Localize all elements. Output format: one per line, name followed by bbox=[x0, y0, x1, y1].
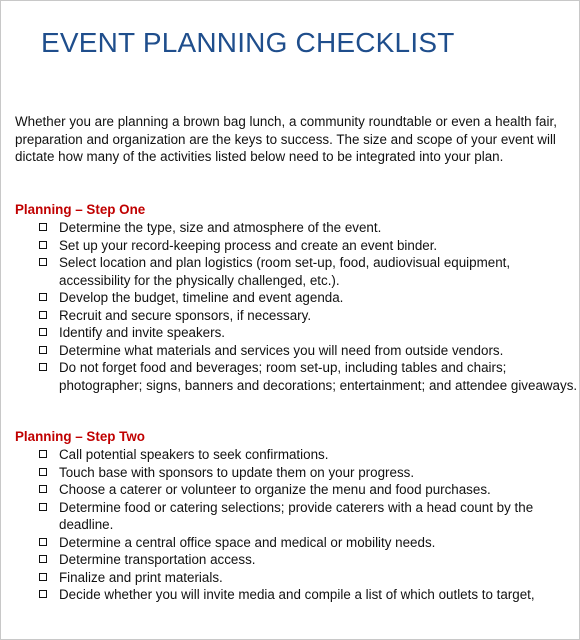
checkbox[interactable] bbox=[39, 328, 47, 336]
checklist-item-text: Touch base with sponsors to update them on your progress. bbox=[59, 464, 415, 480]
step-one-checklist bbox=[15, 219, 578, 394]
checkbox[interactable] bbox=[39, 293, 47, 301]
checklist-item bbox=[15, 534, 575, 552]
planning-step-two-section bbox=[15, 428, 575, 604]
checklist-item bbox=[15, 569, 575, 587]
checklist-item-text: Identify and invite speakers. bbox=[59, 325, 225, 340]
checklist-item bbox=[15, 219, 575, 237]
checklist-item-text: deadline. bbox=[59, 517, 114, 532]
checkbox[interactable] bbox=[39, 468, 47, 476]
checkbox[interactable] bbox=[39, 555, 47, 563]
checklist-item-text: Determine transportation access. bbox=[59, 552, 256, 567]
checklist-item bbox=[15, 324, 575, 342]
intro-line: Whether you are planning a brown bag lunch, a community roundtable or even a health fair, bbox=[15, 114, 557, 129]
intro-paragraph bbox=[15, 113, 571, 166]
checklist-item bbox=[15, 499, 575, 534]
checklist-item bbox=[15, 551, 575, 569]
checklist-item-text: Decide whether you will invite media and compile a list of which outlets to target, bbox=[59, 587, 535, 602]
checklist-item bbox=[15, 481, 575, 499]
checkbox[interactable] bbox=[39, 485, 47, 493]
checklist-item-text: Determine food or catering selections; provide caterers with a head count by the bbox=[59, 499, 534, 515]
checklist-item bbox=[15, 446, 575, 464]
step-two-checklist bbox=[15, 446, 575, 604]
checklist-item-text: Recruit and secure sponsors, if necessary. bbox=[59, 307, 312, 323]
checkbox[interactable] bbox=[39, 258, 47, 266]
checklist-item-text: photographer; signs, banners and decorations; entertainment; and attendee giveaways. bbox=[59, 377, 578, 393]
checkbox[interactable] bbox=[39, 311, 47, 319]
checklist-item bbox=[15, 359, 578, 394]
checkbox[interactable] bbox=[39, 223, 47, 231]
checkbox[interactable] bbox=[39, 503, 47, 511]
checklist-item bbox=[15, 254, 575, 289]
checklist-item bbox=[15, 237, 575, 255]
step-one-heading: Planning – Step One bbox=[15, 202, 146, 217]
checklist-item-text: Do not forget food and beverages; room set-up, including tables and chairs; bbox=[59, 360, 507, 375]
checklist-item bbox=[15, 464, 575, 482]
checkbox[interactable] bbox=[39, 538, 47, 546]
checklist-item-text: Determine what materials and services you will need from outside vendors. bbox=[59, 342, 504, 358]
checklist-item-text: Determine a central office space and medical or mobility needs. bbox=[59, 534, 436, 550]
intro-line: dictate how many of the activities listed below need to be integrated into your plan. bbox=[15, 149, 504, 164]
checklist-item-text: accessibility for the physically challenged, etc.). bbox=[59, 272, 340, 288]
planning-step-one-section bbox=[15, 201, 578, 394]
checkbox[interactable] bbox=[39, 573, 47, 581]
checklist-item bbox=[15, 342, 575, 360]
checklist-item bbox=[15, 586, 575, 604]
checklist-item-text: Choose a caterer or volunteer to organize the menu and food purchases. bbox=[59, 482, 491, 497]
checkbox[interactable] bbox=[39, 241, 47, 249]
document-title: EVENT PLANNING CHECKLIST bbox=[41, 27, 455, 58]
checklist-item-text: Develop the budget, timeline and event agenda. bbox=[59, 290, 344, 305]
checklist-item bbox=[15, 289, 575, 307]
checklist-item bbox=[15, 307, 575, 325]
checklist-item-text: Finalize and print materials. bbox=[59, 569, 223, 585]
checkbox[interactable] bbox=[39, 450, 47, 458]
checklist-item-text: Call potential speakers to seek confirmations. bbox=[59, 447, 329, 462]
checklist-item-text: Set up your record-keeping process and create an event binder. bbox=[59, 237, 438, 253]
step-two-heading: Planning – Step Two bbox=[15, 429, 145, 444]
checklist-item-text: Determine the type, size and atmosphere of the event. bbox=[59, 220, 382, 235]
checkbox[interactable] bbox=[39, 590, 47, 598]
checkbox[interactable] bbox=[39, 346, 47, 354]
checklist-item-text: Select location and plan logistics (room set-up, food, audiovisual equipment, bbox=[59, 255, 511, 270]
checkbox[interactable] bbox=[39, 363, 47, 371]
intro-line: preparation and organization are the keys to success. The size and scope of your event will bbox=[15, 131, 556, 147]
